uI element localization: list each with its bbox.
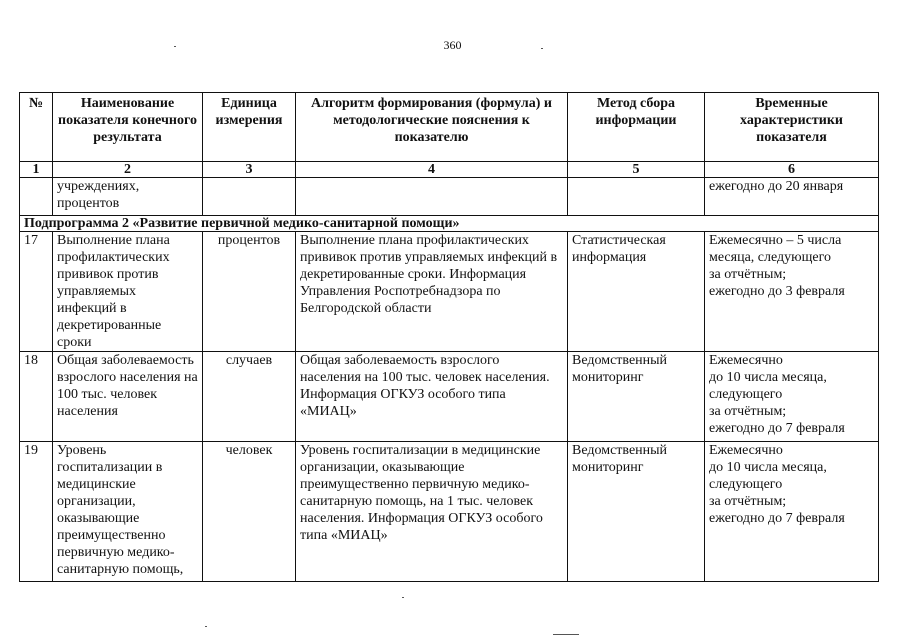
subprogram-title: Подпрограмма 2 «Развитие первичной медико-санитарной помощи» <box>20 216 879 232</box>
cell-collection-method: Статистическая информация <box>568 232 705 352</box>
column-number: 4 <box>296 162 568 178</box>
cell-time-characteristics: Ежемесячно до 10 числа месяца, следующего за отчётным; ежегодно до 7 февраля <box>705 352 879 442</box>
scan-speck <box>205 626 207 627</box>
cell-time-characteristics: Ежемесячно – 5 числа месяца, следующего за отчётным; ежегодно до 3 февраля <box>705 232 879 352</box>
indicators-table <box>19 92 879 582</box>
cell-indicator-name: Уровень госпитализации в медицинские организации, оказывающие преимущественно первичную медико-санитарную помощь, <box>53 442 203 582</box>
cell-algorithm <box>296 178 568 216</box>
cell-number <box>20 178 53 216</box>
continuation-row <box>20 178 879 216</box>
cell-indicator-name: учреждениях, процентов <box>53 178 203 216</box>
cell-time-characteristics: Ежемесячно до 10 числа месяца, следующего за отчётным; ежегодно до 7 февраля <box>705 442 879 582</box>
cell-collection-method: Ведомственный мониторинг <box>568 442 705 582</box>
header-cell-time-characteristics: Временные характеристики показателя <box>705 93 879 162</box>
cell-unit: процентов <box>203 232 296 352</box>
table-row <box>20 352 879 442</box>
cell-unit <box>203 178 296 216</box>
header-cell-algorithm: Алгоритм формирования (формула) и методологические пояснения к показателю <box>296 93 568 162</box>
scan-speck <box>541 48 543 49</box>
column-number: 6 <box>705 162 879 178</box>
scan-speck <box>553 634 579 635</box>
cell-number: 19 <box>20 442 53 582</box>
cell-algorithm: Уровень госпитализации в медицинские организации, оказывающие преимущественно первичную медико-санитарную помощь, на 1 тыс. человек населения. Информация ОГКУЗ особого типа «МИАЦ» <box>296 442 568 582</box>
column-number: 1 <box>20 162 53 178</box>
subprogram-row <box>20 216 879 232</box>
scan-speck <box>402 597 404 598</box>
cell-unit: человек <box>203 442 296 582</box>
column-number-row <box>20 162 879 178</box>
table-row <box>20 442 879 582</box>
cell-indicator-name: Выполнение плана профилактических прививок против управляемых инфекций в декретированные сроки <box>53 232 203 352</box>
header-cell-collection-method: Метод сбора информации <box>568 93 705 162</box>
cell-algorithm: Общая заболеваемость взрослого населения на 100 тыс. человек населения. Информация ОГКУЗ особого типа «МИАЦ» <box>296 352 568 442</box>
cell-collection-method: Ведомственный мониторинг <box>568 352 705 442</box>
cell-algorithm: Выполнение плана профилактических прививок против управляемых инфекций в декретированные сроки. Информация Управления Роспотребнадзора по Белгородской области <box>296 232 568 352</box>
column-number: 2 <box>53 162 203 178</box>
scan-speck <box>174 46 176 47</box>
cell-unit: случаев <box>203 352 296 442</box>
header-cell-indicator-name: Наименование показателя конечного результата <box>53 93 203 162</box>
header-cell-number: № <box>20 93 53 162</box>
cell-indicator-name: Общая заболеваемость взрослого населения на 100 тыс. человек населения <box>53 352 203 442</box>
header-row <box>20 93 879 162</box>
column-number: 3 <box>203 162 296 178</box>
cell-collection-method <box>568 178 705 216</box>
table-row <box>20 232 879 352</box>
page-number: 360 <box>443 38 462 52</box>
cell-number: 17 <box>20 232 53 352</box>
header-cell-unit: Единица измерения <box>203 93 296 162</box>
cell-number: 18 <box>20 352 53 442</box>
cell-time-characteristics: ежегодно до 20 января <box>705 178 879 216</box>
column-number: 5 <box>568 162 705 178</box>
